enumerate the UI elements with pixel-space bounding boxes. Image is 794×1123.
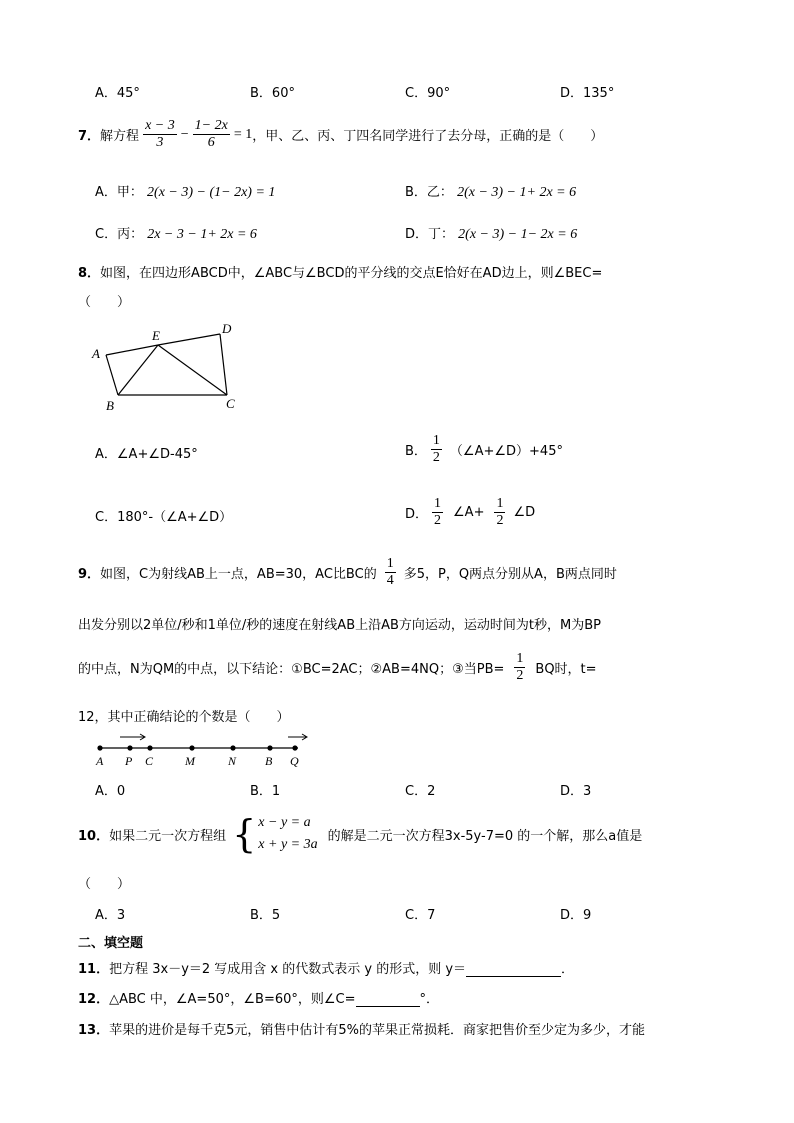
q10-option-b: B．5 (250, 908, 281, 923)
q7-option-d: D．丁： 2(x − 3) − 1− 2x = 6 (405, 227, 578, 242)
q9-fraction-1: $\frac{1}{4}$ (386, 556, 394, 589)
label-d: D (222, 321, 232, 336)
q8-option-d-fraction-1: $\frac{1}{2}$ (434, 496, 442, 529)
q9-line-1: 9． 如图，C为射线AB上一点，AB=30，AC比BC的 $\frac{1}{4}$ 多5，P，Q两点分别从A，B两点同时 (78, 556, 617, 589)
label-q: Q (290, 754, 299, 768)
point-n (230, 745, 235, 750)
point-p (127, 745, 132, 750)
edge-ba (106, 355, 118, 395)
q9-line-4: 12，其中正确结论的个数是（ ） (78, 710, 290, 725)
q10-option-d: D．9 (560, 908, 592, 923)
q9-ray-figure (88, 728, 318, 768)
edge-ae (106, 345, 158, 355)
q6-option-c: C．90° (405, 86, 451, 101)
q7-option-b: B．乙： 2(x − 3) − 1+ 2x = 6 (405, 185, 577, 200)
point-q (292, 745, 297, 750)
label-c: C (145, 754, 154, 768)
q9-option-a: A．0 (95, 784, 126, 799)
q10-stem: 10． 如果二元一次方程组 { x − y = a x + y = 3a 的解是二元一次方程3x-5y-7=0 的一个解，那么a值是 (78, 812, 643, 857)
q10-option-c: C．7 (405, 908, 436, 923)
q8-option-a: A．∠A+∠D-45° (95, 447, 198, 462)
q8-quadrilateral-figure (88, 318, 248, 414)
label-b: B (265, 754, 273, 768)
q7-rest: ，甲、乙、丙、丁四名同学进行了去分母，正确的是（ ） (252, 129, 604, 145)
q6-option-a: A．45° (95, 86, 140, 101)
q11-answer-blank[interactable] (466, 961, 561, 977)
q9-option-c: C．2 (405, 784, 436, 799)
q7-stem (78, 118, 603, 151)
q7-number: 7． (78, 129, 101, 145)
label-m: M (185, 754, 195, 768)
q9-number: 9． (78, 567, 101, 583)
point-a (97, 745, 102, 750)
q7-equals: = 1 (233, 126, 253, 142)
brace-icon: { (232, 812, 257, 857)
q6-option-d: D．135° (560, 86, 615, 101)
q7-fraction-2: $\frac{1- 2x}{6}$ (194, 118, 228, 151)
q13: 13．苹果的进价是每千克5元，销售中估计有5%的苹果正常损耗．商家把售价至少定为多少，才能 (78, 1023, 645, 1038)
edge-ed (158, 334, 220, 345)
q7-fraction-1: $\frac{x - 3}{3}$ (145, 118, 175, 151)
q10-option-a: A．3 (95, 908, 126, 923)
q9-option-b: B．1 (250, 784, 281, 799)
label-p: P (125, 754, 133, 768)
q6-option-b: B．60° (250, 86, 295, 101)
label-n: N (228, 754, 237, 768)
edge-ec (158, 345, 227, 395)
q9-line-3: 的中点，N为QM的中点，以下结论：①BC=2AC；②AB=4NQ；③当PB= $\frac{1}{2}$ BQ时，t= (78, 651, 597, 684)
q7-option-c: C．丙： 2x − 3 − 1+ 2x = 6 (95, 227, 257, 242)
q12-answer-blank[interactable] (356, 991, 420, 1007)
label-c: C (226, 396, 235, 411)
point-c (147, 745, 152, 750)
q10-equation-system: { x − y = a x + y = 3a (232, 812, 318, 857)
q8-option-d-fraction-2: $\frac{1}{2}$ (496, 496, 504, 529)
point-m (189, 745, 194, 750)
q8-option-c: C．180°-（∠A+∠D） (95, 510, 233, 525)
q9-option-d: D．3 (560, 784, 592, 799)
q11: 11．把方程 3x－y＝2 写成用含 x 的代数式表示 y 的形式，则 y＝ ． (78, 962, 575, 977)
q7-intro: 解方程 (100, 129, 140, 145)
label-e: E (152, 328, 160, 343)
q8-number: 8． (78, 266, 101, 281)
q12: 12．△ABC 中，∠A=50°，∠B=60°，则∠C= °． (78, 992, 440, 1007)
q8-option-b-fraction: $\frac{1}{2}$ (432, 433, 440, 466)
label-b: B (106, 398, 114, 413)
label-a: A (96, 754, 104, 768)
edge-be (118, 345, 158, 395)
q8-stem: 8．如图，在四边形ABCD中，∠ABC与∠BCD的平分线的交点E恰好在AD边上，则∠BEC= (78, 266, 603, 281)
q8-option-d: D． $\frac{1}{2}$ ∠A+ $\frac{1}{2}$ ∠D (405, 496, 536, 529)
q10-paren: （ ） (78, 877, 131, 892)
q9-line-2: 出发分别以2单位/秒和1单位/秒的速度在射线AB上沿AB方向运动，运动时间为t秒，M为BP (78, 618, 601, 633)
section-title: 二、填空题 (78, 936, 144, 951)
q7-minus: − (180, 126, 189, 142)
q9-fraction-2: $\frac{1}{2}$ (516, 651, 524, 684)
q10-number: 10． (78, 828, 110, 844)
point-b (267, 745, 272, 750)
q8-paren: （ ） (78, 295, 131, 310)
q7-option-a: A．甲： 2(x − 3) − (1− 2x) = 1 (95, 185, 276, 200)
label-a: A (92, 346, 100, 361)
q8-option-b: B． $\frac{1}{2}$ （∠A+∠D）+45° (405, 433, 563, 466)
edge-dc (220, 334, 227, 395)
